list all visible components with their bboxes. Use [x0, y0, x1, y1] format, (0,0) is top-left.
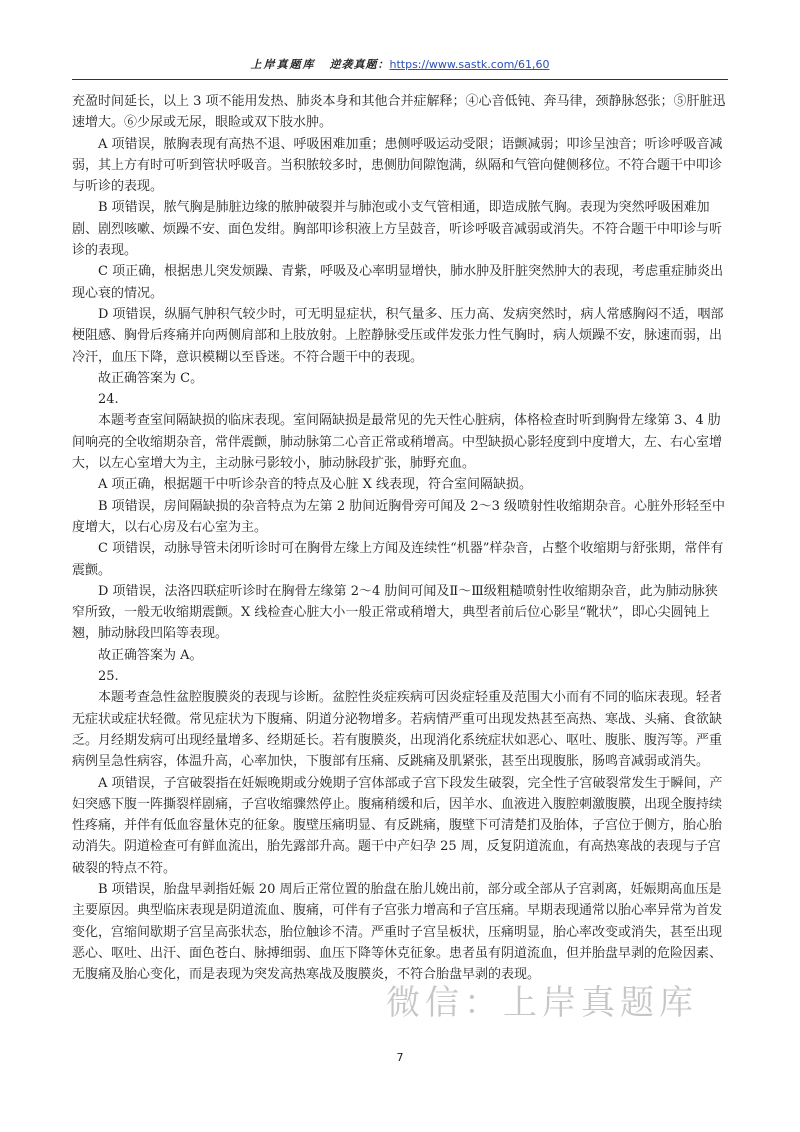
- page-header: [72, 56, 728, 76]
- paragraph: 充盈时间延长，以上 3 项不能用发热、肺炎本身和其他合并症解释；④心音低钝、奔马律，颈静脉怒张；⑤肝脏迅速增大。⑥少尿或无尿，眼睑或双下肢水肿。: [72, 94, 726, 131]
- question-number: 24.: [98, 392, 119, 408]
- document-body: [72, 91, 728, 985]
- paragraph: 本题考查室间隔缺损的临床表现。室间隔缺损是最常见的先天性心脏病，体格检查时听到胸骨左缘第 3、4 肋间响亮的全收缩期杂音，常伴震颤，肺动脉第二心音正常或稍增高。中型缺损心影轻度到中度增大，左、右心室增大，以左心室增大为主，主动脉弓影较小，肺动脉段扩张，肺野充血。: [72, 413, 723, 472]
- paragraph: B 项错误，脓气胸是肺脏边缘的脓肿破裂并与肺泡或小支气管相通，即造成脓气胸。表现为突然呼吸困难加剧、剧烈咳嗽、烦躁不安、面色发绀。胸部叩诊积液上方呈鼓音，听诊呼吸音减弱或消失。不符合题干中叩诊与听诊的表现。: [72, 200, 723, 259]
- paragraph: A 项错误，子宫破裂指在妊娠晚期或分娩期子宫体部或子宫下段发生破裂，完全性子宫破裂常发生于瞬间，产妇突感下腹一阵撕裂样剧痛，子宫收缩骤然停止。腹痛稍缓和后，因羊水、血液进入腹腔刺激腹膜，出现全腹持续性疼痛，并伴有低血容量休克的征象。腹壁压痛明显、有反跳痛，腹壁下可清楚扪及胎体，子宫位于侧方，胎心胎动消失。阴道检查可有鲜血流出，胎先露部升高。题干中产妇孕 25 周，反复阴道流血，有高热寒战的表现与子宫破裂的特点不符。: [72, 775, 723, 876]
- paragraph: 故正确答案为 A。: [98, 647, 203, 663]
- question-number: 25.: [98, 669, 119, 685]
- paragraph: A 项正确，根据题干中听诊杂音的特点及心脏 X 线表现，符合室间隔缺损。: [98, 477, 533, 493]
- paragraph: C 项正确，根据患儿突发烦躁、青紫，呼吸及心率明显增快，肺水肿及肝脏突然肿大的表现，考虑重症肺炎出现心衰的情况。: [72, 264, 724, 301]
- paragraph: D 项错误，法洛四联症听诊时在胸骨左缘第 2～4 肋间可闻及Ⅱ～Ⅲ级粗糙喷射性收缩期杂音，此为肺动脉狭窄所致，一般无收缩期震颤。X 线检查心脏大小一般正常或稍增大，典型者前后位心影呈“靴状”，即心尖圆钝上翘，肺动脉段凹陷等表现。: [72, 583, 718, 642]
- paragraph: C 项错误，动脉导管未闭听诊时可在胸骨左缘上方闻及连续性“机器”样杂音，占整个收缩期与舒张期，常伴有震颤。: [72, 541, 724, 578]
- paragraph: A 项错误，脓胸表现有高热不退、呼吸困难加重；患侧呼吸运动受限；语颤减弱；叩诊呈浊音；听诊呼吸音减弱，其上方有时可听到管状呼吸音。当积脓较多时，患侧肋间隙饱满，纵隔和气管向健侧移位。不符合题干中叩诊与听诊的表现。: [72, 136, 723, 195]
- header-brand: 上岸真题库: [250, 58, 316, 71]
- paragraph: D 项错误，纵膈气肿积气较少时，可无明显症状，积气量多、压力高、发病突然时，病人常感胸闷不适，咽部梗阻感、胸骨后疼痛并向两侧肩部和上肢放射。上腔静脉受压或伴发张力性气胸时，病人烦躁不安，脉速而弱，出冷汗，血压下降，意识模糊以至昏迷。不符合题干中的表现。: [72, 306, 724, 365]
- header-rule: [72, 79, 728, 80]
- page-number: 7: [396, 1051, 404, 1064]
- paragraph: 故正确答案为 C。: [98, 370, 204, 386]
- paragraph: B 项错误，胎盘早剥指妊娠 20 周后正常位置的胎盘在胎儿娩出前，部分或全部从子宫剥离，妊娠期高血压是主要原因。典型临床表现是阴道流血、腹痛，可伴有子宫张力增高和子宫压痛。早期表现通常以胎心率异常为首发变化，宫缩间歇期子宫呈高张状态，胎位触诊不清。严重时子宫呈板状，压痛明显，胎心率改变或消失，甚至出现恶心、呕吐、出汗、面色苍白、脉搏细弱、血压下降等休克征象。患者虽有阴道流血，但并胎盘早剥的危险因素、无腹痛及胎心变化，而是表现为突发高热寒战及腹膜炎，不符合胎盘早剥的表现。: [72, 881, 723, 983]
- header-url-link[interactable]: https://www.sastk.com/61,60: [389, 58, 550, 71]
- watermark: 微信：上岸真题库: [386, 983, 698, 1023]
- header-slogan: 逆袭真题：: [329, 58, 390, 71]
- paragraph: B 项错误，房间隔缺损的杂音特点为左第 2 肋间近胸骨旁可闻及 2～3 级喷射性收缩期杂音。心脏外形轻至中度增大，以右心房及右心室为主。: [72, 498, 726, 535]
- paragraph: 本题考查急性盆腔腹膜炎的表现与诊断。盆腔性炎症疾病可因炎症轻重及范围大小而有不同的临床表现。轻者无症状或症状轻微。常见症状为下腹痛、阴道分泌物增多。若病情严重可出现发热甚至高热、寒战、头痛、食欲缺乏。月经期发病可出现经量增多、经期延长。若有腹膜炎，出现消化系统症状如恶心、呕吐、腹胀、腹泻等。严重病例呈急性病容，体温升高，心率加快，下腹部有压痛、反跳痛及肌紧张，甚至出现腹胀，肠鸣音减弱或消失。: [72, 690, 723, 770]
